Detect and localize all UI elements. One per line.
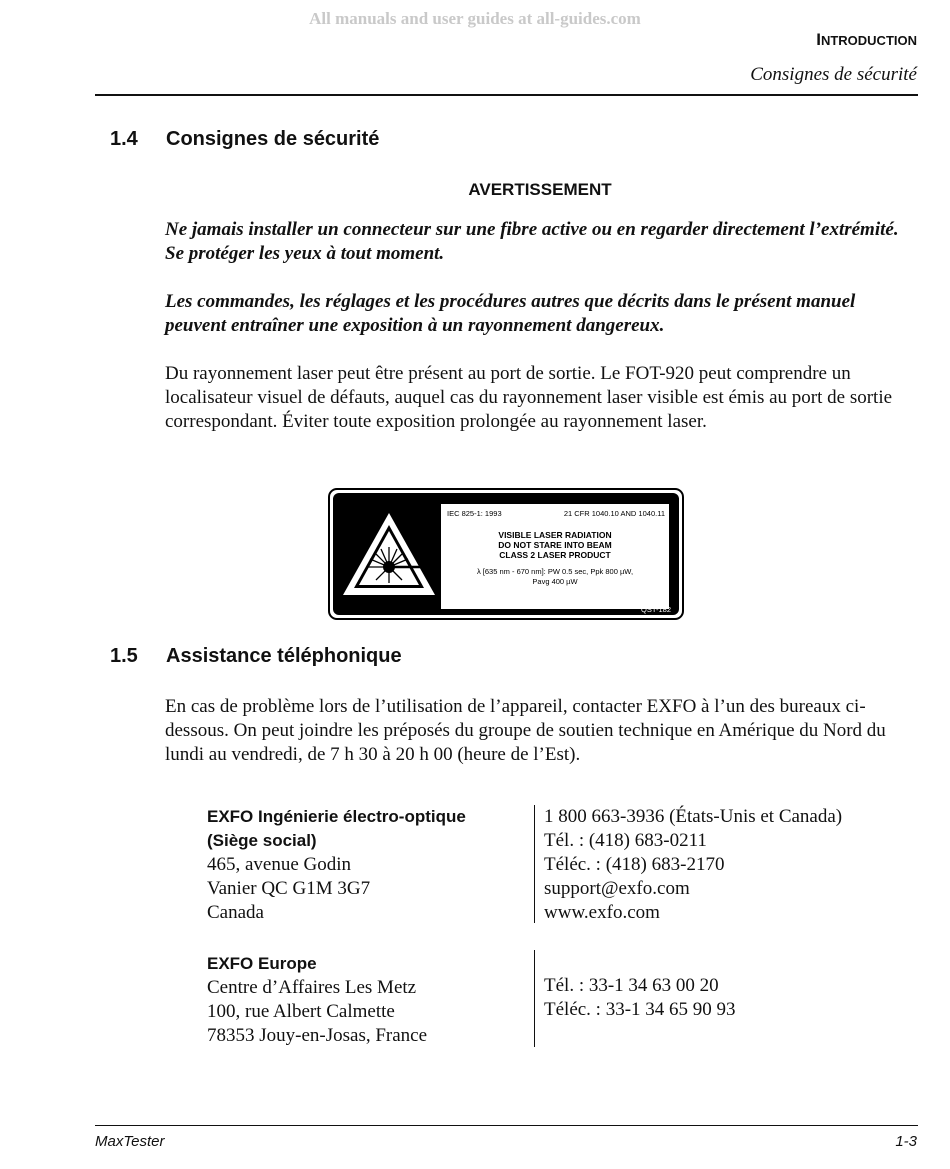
laser-line-2: DO NOT STARE INTO BEAM [498, 540, 612, 550]
header-chapter [816, 30, 917, 50]
section-heading: Assistance téléphonique [166, 645, 402, 667]
footer-page-number: 1-3 [895, 1133, 917, 1150]
header-chapter-rest: NTRODUCTION [820, 33, 917, 48]
address-line: 100, rue Albert Calmette [207, 1001, 395, 1022]
watermark: All manuals and user guides at all-guides.com [309, 9, 641, 28]
contact-europe-details [544, 974, 736, 1022]
laser-spec-2: Pavg 400 µW [532, 577, 578, 586]
section-title-1-4 [110, 128, 379, 151]
support-email-link[interactable]: support@exfo.com [544, 878, 690, 899]
section-number: 1.4 [110, 128, 138, 150]
phone-number: Tél. : (418) 683-0211 [544, 830, 707, 851]
contact-hq-subtitle: (Siège social) [207, 831, 317, 850]
laser-standard-cfr: 21 CFR 1040.10 AND 1040.11 [563, 509, 665, 518]
warning-paragraph-1: Ne jamais installer un connecteur sur une fibre active ou en regarder directement l’extrémité. Se protéger les yeux à tout moment. [165, 219, 899, 264]
address-line: Centre d’Affaires Les Metz [207, 977, 417, 998]
laser-spec-1: λ [635 nm - 670 nm]: PW 0.5 sec, Ppk 800 µW, [476, 567, 634, 576]
contact-hq-name: EXFO Ingénierie électro-optique [207, 807, 466, 826]
laser-warning-label [328, 488, 684, 620]
laser-label-code: QST-182 [640, 605, 671, 614]
laser-label-background [333, 493, 679, 615]
phone-number: Tél. : 33-1 34 63 00 20 [544, 975, 719, 996]
website-link[interactable]: www.exfo.com [544, 902, 660, 923]
section-number: 1.5 [110, 645, 138, 667]
fax-number: Téléc. : (418) 683-2170 [544, 854, 725, 875]
section-heading: Consignes de sécurité [166, 128, 380, 150]
laser-line-3: CLASS 2 LASER PRODUCT [499, 550, 611, 560]
support-body-paragraph: En cas de problème lors de l’utilisation de l’appareil, contacter EXFO à l’un des bureaux ci-dessous. On peut joindre les préposés du groupe de soutien technique en Amérique du Nord du lundi au vendredi, de 7 h 30 à 20 h 00 (heure de l’Est). [165, 696, 886, 765]
contact-divider [534, 805, 535, 923]
header-rule [95, 94, 918, 96]
phone-toll-free: 1 800 663-3936 (États-Unis et Canada) [544, 806, 843, 827]
warning-heading: AVERTISSEMENT [468, 180, 612, 199]
header-chapter-initial: I [816, 30, 821, 49]
laser-line-1: VISIBLE LASER RADIATION [498, 530, 612, 540]
contact-hq-address [207, 805, 537, 925]
laser-hazard-icon [339, 507, 439, 603]
contact-europe-name: EXFO Europe [207, 954, 317, 973]
laser-label-text-panel [441, 504, 669, 609]
laser-standard-iec: IEC 825-1: 1993 [447, 509, 502, 518]
laser-body-paragraph: Du rayonnement laser peut être présent au port de sortie. Le FOT-920 peut comprendre un localisateur visuel de défauts, auquel cas du rayonnement laser visible est émis au port de sortie correspondant. Éviter toute exposition prolongée au rayonnement laser. [165, 363, 893, 432]
fax-number: Téléc. : 33-1 34 65 90 93 [544, 999, 736, 1020]
header-section: Consignes de sécurité [750, 64, 917, 85]
contact-hq-details [544, 805, 842, 925]
address-line: Vanier QC G1M 3G7 [207, 878, 371, 899]
contact-divider [534, 950, 535, 1047]
warning-paragraph-2: Les commandes, les réglages et les procédures autres que décrits dans le présent manuel peuvent entraîner une exposition à un rayonnement dangereux. [165, 291, 856, 336]
section-title-1-5 [110, 645, 402, 668]
footer-product-name: MaxTester [95, 1133, 165, 1150]
address-line: 78353 Jouy-en-Josas, France [207, 1025, 428, 1046]
contact-europe-address [207, 952, 537, 1048]
footer-rule [95, 1125, 918, 1126]
address-line: Canada [207, 902, 264, 923]
address-line: 465, avenue Godin [207, 854, 352, 875]
